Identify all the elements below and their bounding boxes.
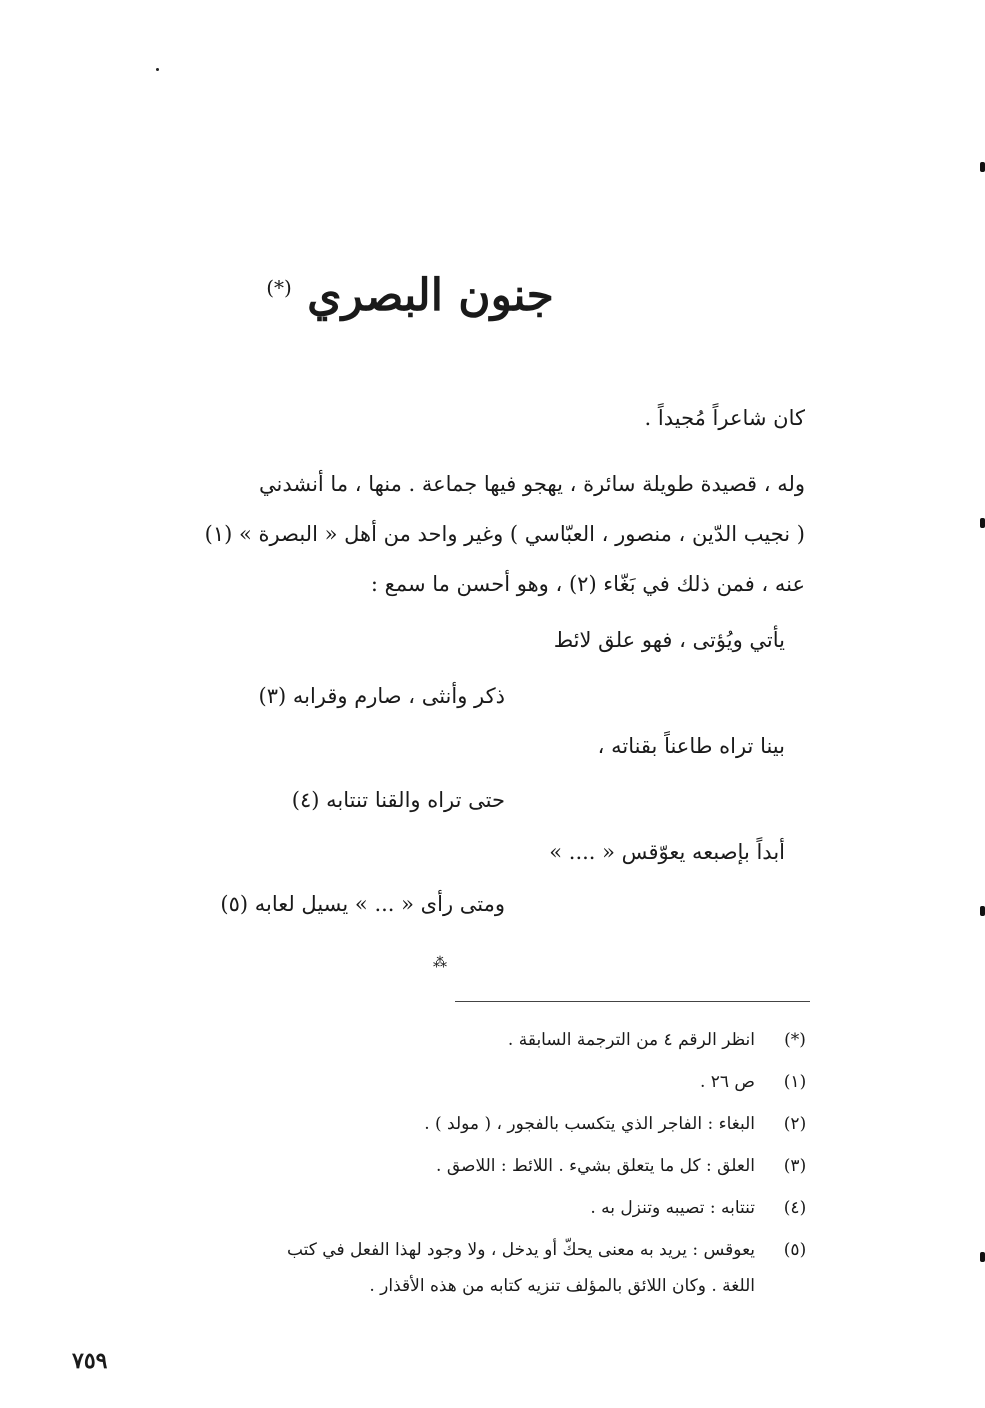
footnote-text: العلق : كل ما يتعلق بشيء . اللائط : اللاصق .	[436, 1156, 755, 1176]
verse-1-first-hemistich: يأتي ويُؤتى ، فهو علق لائط	[553, 628, 785, 652]
footnote-number: (٣)	[783, 1156, 807, 1176]
footnote-text: ص ٢٦ .	[699, 1072, 755, 1092]
footnote-number: (٢)	[783, 1114, 807, 1134]
edge-mark	[980, 906, 985, 916]
edge-mark	[980, 162, 985, 172]
footnote-text: انظر الرقم ٤ من الترجمة السابقة .	[507, 1030, 755, 1050]
footnote-text: يعوقس : يريد به معنى يحكّ أو يدخل ، ولا وجود لهذا الفعل في كتب	[286, 1240, 755, 1260]
footnote-number: (٥)	[783, 1240, 807, 1260]
footnote-rule	[455, 1001, 810, 1002]
footnote-text-continued: اللغة . وكان اللائق بالمؤلف تنزيه كتابه من هذه الأقذار .	[369, 1276, 755, 1296]
paragraph-line-1: وله ، قصيدة طويلة سائرة ، يهجو فيها جماعة . منها ، ما أنشدني	[258, 472, 805, 496]
paragraph-line-3: عنه ، فمن ذلك في بَغّاء (٢) ، وهو أحسن ما سمع :	[370, 572, 805, 596]
title-footnote-mark: (*)	[266, 275, 292, 300]
edge-mark	[980, 518, 985, 528]
page-number: ٧٥٩	[72, 1348, 108, 1374]
verse-3-first-hemistich: أبداً بإصبعه يعوّقس « .... »	[549, 840, 785, 864]
page-title	[200, 270, 620, 321]
paragraph-line-2: ( نجيب الدّين ، منصور ، العبّاسي ) وغير واحد من أهل « البصرة » (١)	[204, 522, 805, 546]
verse-1-second-hemistich: ذكر وأنثى ، صارم وقرابه (٣)	[258, 684, 505, 708]
verse-2-first-hemistich: بينا تراه طاعناً بقناته ،	[597, 734, 785, 758]
footnote-number: (*)	[784, 1030, 806, 1050]
title-text: جنون البصري	[307, 270, 554, 321]
footnote-text: البغاء : الفاجر الذي يتكسب بالفجور ، ( مولد ) .	[424, 1114, 755, 1134]
verse-2-second-hemistich: حتى تراه والقنا تنتابه (٤)	[291, 788, 505, 812]
footnote-number: (٤)	[783, 1198, 807, 1218]
footnote-number: (١)	[783, 1072, 807, 1092]
edge-mark	[980, 1252, 985, 1262]
section-separator: ⁂	[433, 955, 447, 971]
scan-speck	[156, 68, 159, 71]
intro-line: كان شاعراً مُجيداً .	[644, 406, 805, 430]
footnote-text: تنتابه : تصيبه وتنزل به .	[590, 1198, 755, 1218]
verse-3-second-hemistich: ومتى رأى « ... » يسيل لعابه (٥)	[220, 892, 505, 916]
